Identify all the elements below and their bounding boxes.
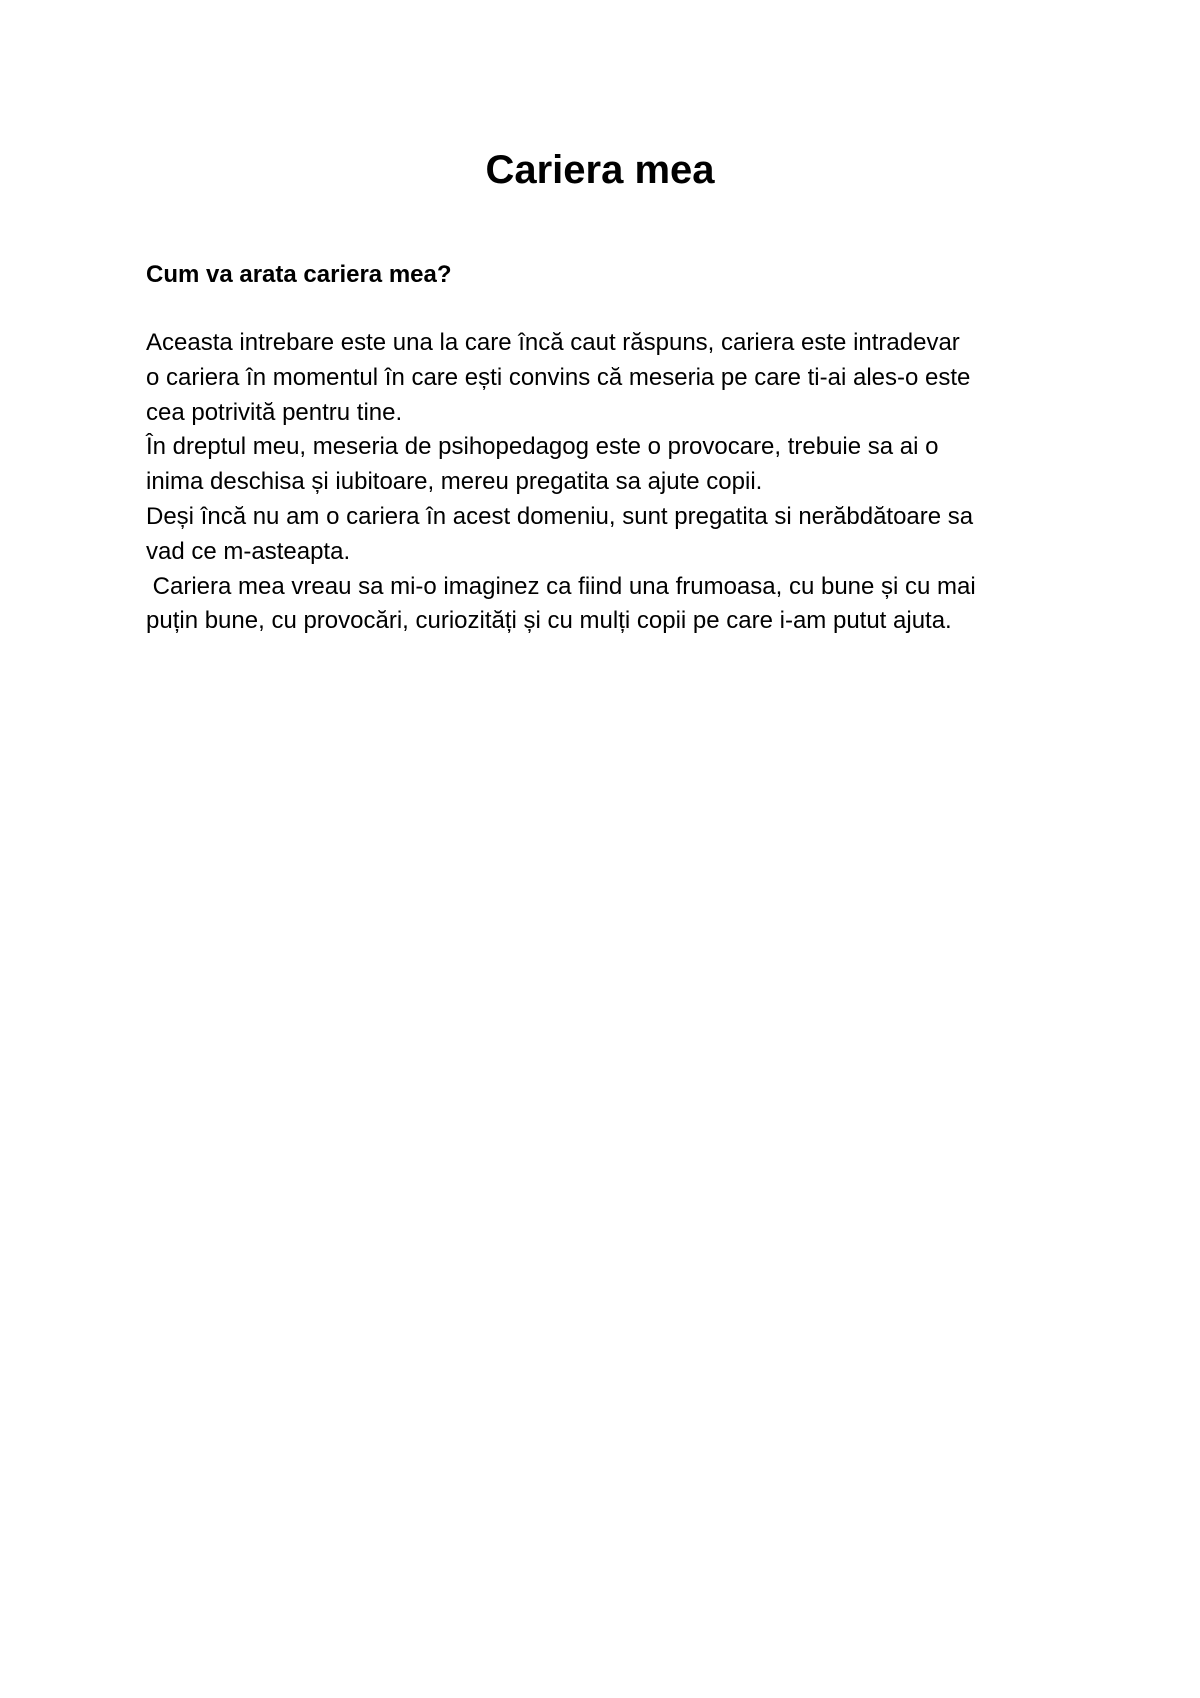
text-line: Deși încă nu am o cariera în acest domeniu, sunt pregatita si nerăbdătoare sa <box>146 502 974 530</box>
text-line: cea potrivită pentru tine. <box>146 398 403 426</box>
text-line: puțin bune, cu provocări, curiozități și cu mulți copii pe care i-am putut ajuta. <box>146 607 952 635</box>
text-line: Aceasta intrebare este una la care încă caut răspuns, cariera este intradevar <box>146 329 960 356</box>
text-line: inima deschisa și iubitoare, mereu pregatita sa ajute copii. <box>146 468 763 496</box>
text-line: Cariera mea vreau sa mi-o imaginez ca fiind una frumoasa, cu bune și cu mai <box>146 572 976 600</box>
body-text <box>146 326 1076 639</box>
text-line: o cariera în momentul în care ești convins că meseria pe care ti-ai ales-o este <box>146 363 971 391</box>
text-line: În dreptul meu, meseria de psihopedagog este o provocare, trebuie sa ai o <box>146 433 939 461</box>
document-title: Cariera mea <box>485 148 715 192</box>
question-heading: Cum va arata cariera mea? <box>146 261 452 288</box>
text-line: vad ce m-asteapta. <box>146 537 351 565</box>
